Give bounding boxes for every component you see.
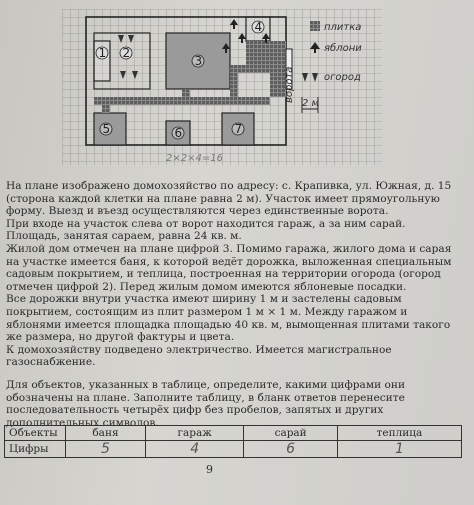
svg-text:2: 2 — [122, 46, 131, 60]
answer-cell[interactable]: 1 — [337, 441, 461, 458]
answer-cell[interactable]: 6 — [244, 441, 337, 458]
digits-row-label: Цифры — [5, 441, 66, 458]
tiles-legend-icon — [310, 21, 320, 31]
table-row — [5, 426, 462, 441]
task-text: Для объектов, указанных в таблице, определите, какими цифрами они обозначены на плане. Заполните таблицу, в бланк ответов перенесите последовательность четырёх цифр без пробелов, запятых и других дополнительных символов. — [6, 378, 406, 429]
handwritten-note: 2×2×4=16 — [166, 153, 223, 164]
object-cell: гараж — [145, 426, 244, 441]
table-row — [5, 441, 462, 458]
svg-text:огород: огород — [324, 72, 361, 83]
object-cell: теплица — [337, 426, 461, 441]
svg-text:5: 5 — [102, 122, 111, 136]
path-to-bath — [102, 105, 110, 113]
svg-text:7: 7 — [234, 122, 243, 136]
object-cell: баня — [66, 426, 146, 441]
svg-text:2 м: 2 м — [302, 98, 320, 109]
page-number: 9 — [206, 463, 213, 476]
paragraph: При входе на участок слева от ворот находится гараж, а за ним сарай. Площадь, занятая сараем, равна 24 кв. м. — [6, 217, 406, 243]
svg-text:плитка: плитка — [324, 22, 362, 33]
svg-text:1: 1 — [98, 46, 107, 60]
household-plan — [62, 9, 382, 165]
answer-table — [4, 425, 462, 458]
gate-label: ворота — [284, 66, 295, 103]
tiled-platform — [246, 41, 270, 73]
objects-row-label: Объекты — [5, 426, 66, 441]
paragraph: К домохозяйству подведено электричество. Имеется магистральное газоснабжение. — [6, 343, 392, 369]
answer-cell[interactable]: 4 — [145, 441, 244, 458]
path-side — [230, 65, 246, 73]
svg-text:6: 6 — [174, 126, 183, 140]
path-horizontal — [94, 97, 270, 105]
svg-text:яблони: яблони — [324, 43, 362, 54]
answer-cell[interactable]: 5 — [66, 441, 146, 458]
svg-text:3: 3 — [194, 54, 203, 68]
paragraph: На плане изображено домохозяйство по адресу: с. Крапивка, ул. Южная, д. 15 (сторона каждой клетки на плане равна 2 м). Участок имеет прямоугольную форму. Выезд и въезд осуществляются через единственные ворота. — [6, 180, 452, 218]
path-to-house — [182, 89, 190, 97]
paragraph: Жилой дом отмечен на плане цифрой 3. Помимо гаража, жилого дома и сарая на участке имеется баня, к которой ведёт дорожка, выложенная специальным садовым покрытием, и теплица, построенная на территории огорода (огород отмечен цифрой 2). Перед жилым домом имеются яблоневые посадки. — [6, 242, 452, 293]
paragraph: Все дорожки внутри участка имеют ширину 1 м и застелены садовым покрытием, состоящим из плит размером 1 м × 1 м. Между гаражом и яблонями имеется площадка площадью 40 кв. м, вымощенная плитами такого же размера, но другой фактуры и цвета. — [6, 293, 451, 344]
object-cell: сарай — [244, 426, 337, 441]
problem-text — [6, 180, 461, 429]
svg-text:4: 4 — [254, 20, 263, 34]
